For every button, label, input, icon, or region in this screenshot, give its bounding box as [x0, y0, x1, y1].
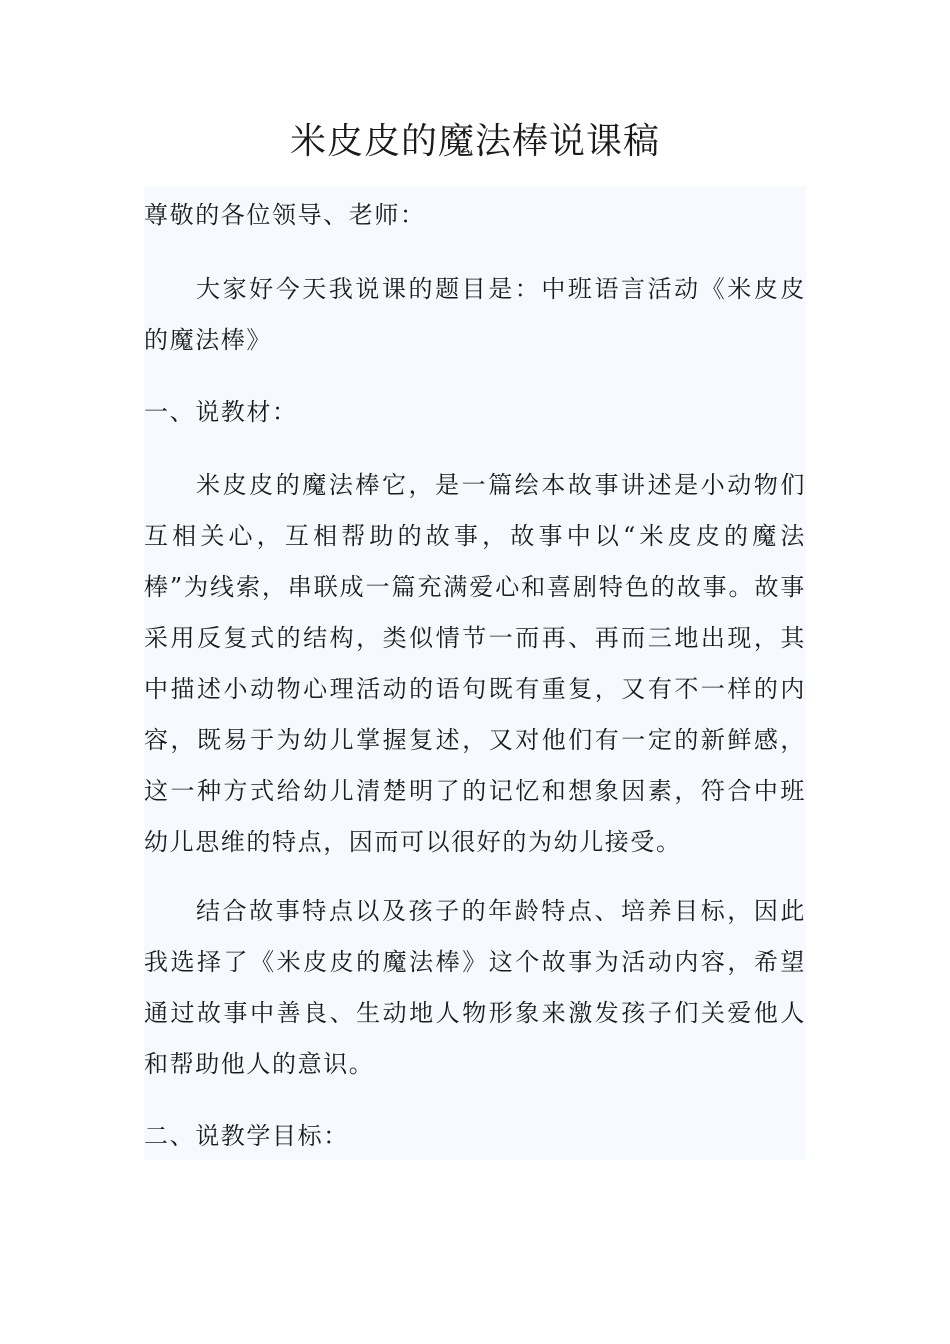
greeting-line: 尊敬的各位领导、老师：: [144, 201, 426, 229]
document-title: 米皮皮的魔法棒说课稿: [289, 121, 660, 162]
section-1-paragraph-1: 米皮皮的魔法棒它，是一篇绘本故事讲述是小动物们互相关心，互相帮助的故事，故事中以“米皮皮的魔法棒”为线索，串联成一篇充满爱心和喜剧特色的故事。故事采用反复式的结构，类似情节一而再、再而三地出现，其中描述小动物心理活动的语句既有重复，又有不一样的内容，既易于为幼儿掌握复述，又对他们有一定的新鲜感，这一种方式给幼儿清楚明了的记忆和想象因素，符合中班幼儿思维的特点，因而可以很好的为幼儿接受。: [144, 471, 806, 856]
section-1-heading: 一、说教材：: [144, 398, 298, 426]
section-1-paragraph-2: 结合故事特点以及孩子的年龄特点、培养目标，因此我选择了《米皮皮的魔法棒》这个故事为活动内容，希望通过故事中善良、生动地人物形象来激发孩子们关爱他人和帮助他人的意识。: [144, 897, 806, 1078]
document-body: [144, 186, 806, 1160]
intro-paragraph: 大家好今天我说课的题目是：中班语言活动《米皮皮的魔法棒》: [144, 275, 806, 354]
section-2-heading: 二、说教学目标：: [144, 1122, 349, 1150]
